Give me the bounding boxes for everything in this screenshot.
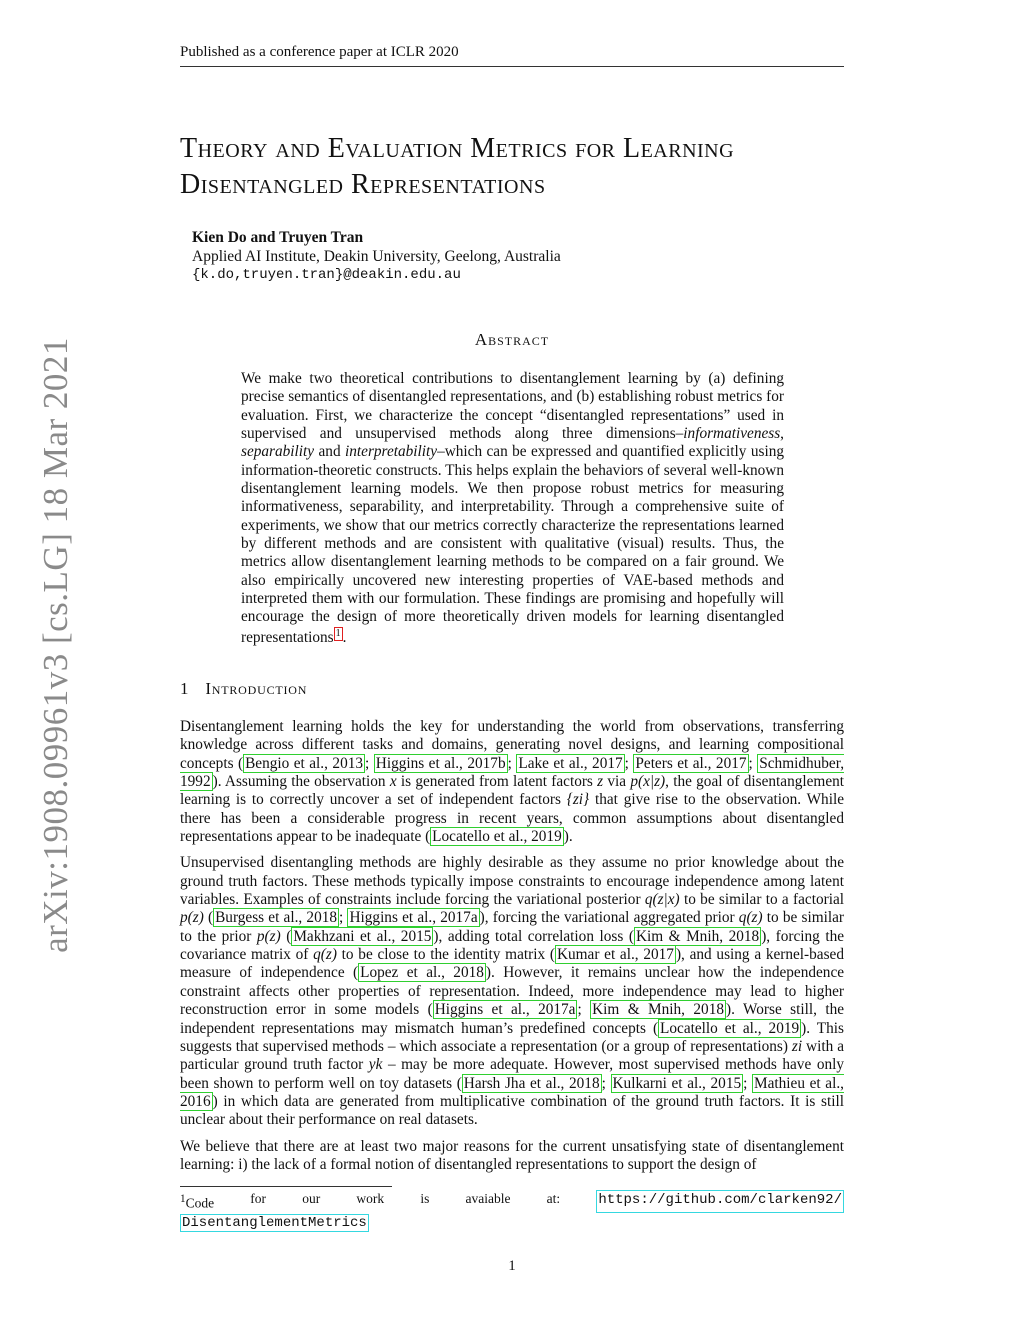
footnote-rule (180, 1186, 392, 1187)
citation-link[interactable]: Schmidhuber, 1992 (180, 754, 845, 791)
footnote-link[interactable]: 1 (335, 627, 341, 639)
citation-link[interactable]: Locatello et al., 2019 (660, 1019, 800, 1037)
citation-link[interactable]: Higgins et al., 2017a (434, 1001, 576, 1019)
author-email[interactable]: {k.do,truyen.tran}@deakin.edu.au (192, 267, 461, 283)
citation-link[interactable]: Burgess et al., 2018 (215, 909, 338, 927)
paragraph-3: We believe that there are at least two major reasons for the current unsatisfying state of disentanglement learning: i) the lack of a formal notion of disentangled representations to support the design of (180, 1137, 844, 1173)
section-heading-introduction: 1 Introduction (180, 679, 308, 698)
title-line-2: Disentangled Representations (180, 169, 546, 200)
citation-link[interactable]: Kim & Mnih, 2018 (635, 927, 760, 945)
citation-link[interactable]: Locatello et al., 2019 (432, 828, 562, 846)
affiliation: Applied AI Institute, Deakin University, Geelong, Australia (192, 248, 561, 265)
code-url-link[interactable]: https://github.com/clarken92/ (596, 1190, 844, 1213)
citation-link[interactable]: Makhzani et al., 2015 (293, 927, 432, 945)
footnote: $^1$Code for our work is avaiable at: https://github.com/clarken92/ DisentanglementMetrics (180, 1191, 842, 1231)
citation-link[interactable]: Lopez et al., 2018 (360, 964, 484, 982)
citation-link[interactable]: Harsh Jha et al., 2018 (463, 1074, 600, 1092)
paragraph-2: Unsupervised disentangling methods are highly desirable as they assume no prior knowledge about the ground truth factors. These methods typically impose constraints to encourage independence among latent variables. Examples of constraints include forcing the variational posterior q(z|x) to be similar to a factorial p(z) ( Burgess et al., 2018 ; Higgins et al., 2017a ), forcing the variational aggregated prior q(z) to be similar to the prior p(z) ( Makhzani et al., 2015 ), adding total correlation loss ( Kim & Mnih, 2018 ), forcing the covariance matrix of q(z) to be close to the identity matrix ( Kumar et al., 2017 ), and using a kernel-based measure of independence ( Lopez et al., 2018 ). However, it remains unclear how the independence constraint affects other properties of representation. Indeed, more independence may lead to higher reconstruction error in some models ( Higgins et al., 2017a ; Kim & Mnih, 2018 ). Worse still, the independent representations may mismatch human’s predefined concepts ( Locatello et al., 2019 ). This suggests that supervised methods – which associate a representation (or a group of representations) zi with a particular ground truth factor yk – may be more adequate. However, most supervised methods have only been shown to perform well on toy datasets ( Harsh Jha et al., 2018 ; Kulkarni et al., 2015 ; Mathieu et al., 2016 ) in which data are generated from multiplicative combination of the ground truth factors. It is still unclear about their performance on real datasets. (180, 854, 845, 1129)
introduction-body (180, 718, 844, 1182)
abstract-heading: Abstract (474, 330, 550, 349)
citation-link[interactable]: Kumar et al., 2017 (556, 946, 674, 964)
citation-link[interactable]: Peters et al., 2017 (635, 754, 747, 772)
citation-link[interactable]: Bengio et al., 2013 (245, 754, 364, 772)
citation-link[interactable]: Kim & Mnih, 2018 (592, 1001, 724, 1019)
abstract-body: We make two theoretical contributions to disentanglement learning by (a) defining precise semantics of disentangled representations, and (b) establishing robust metrics for evaluation. First, we characterize the concept “disentangled representations” used in supervised and unsupervised methods along three dimensions–informativeness, separability and interpretability–which can be expressed and quantified explicitly using information-theoretic constructs. This helps explain the behaviors of several well-known disentanglement learning models. We then propose robust metrics for measuring informativeness, separability, and interpretability. Through a comprehensive suite of experiments, we show that our metrics correctly characterize the representations learned by different methods and are consistent with qualitative (visual) results. Thus, the metrics allow disentanglement learning methods to be compared on a fair ground. We also empirically uncovered new interesting properties of VAE-based methods and interpreted them with our formulation. These findings are promising and hopefully will encourage the design of more theoretically driven models for learning disentangled representations 1 . (241, 370, 784, 646)
page-number: 1 (508, 1258, 516, 1274)
title-line-1: Theory and Evaluation Metrics for Learning (180, 133, 735, 164)
paragraph-1: Disentanglement learning holds the key for understanding the world from observations, transferring knowledge across different tasks and domains, generating novel designs, and learning compositional concepts ( Bengio et al., 2013 ; Higgins et al., 2017b ; Lake et al., 2017 ; Peters et al., 2017 ; Schmidhuber, 1992 ). Assuming the observation x is generated from latent factors z via p(x|z), the goal of disentanglement learning is to correctly uncover a set of independent factors {zi} that give rise to the observation. While there has been a considerable progress in recent years, common assumptions about disentangled representations appear to be inadequate ( Locatello et al., 2019 ). (180, 718, 845, 846)
citation-link[interactable]: Higgins et al., 2017b (375, 754, 506, 772)
citation-link[interactable]: Mathieu et al., 2016 (180, 1074, 844, 1110)
paper-title (180, 131, 880, 203)
author-block (192, 228, 561, 285)
citation-link[interactable]: Higgins et al., 2017a (349, 909, 478, 927)
code-url-link-continued[interactable]: DisentanglementMetrics (182, 1214, 367, 1231)
citation-link[interactable]: Kulkarni et al., 2015 (612, 1074, 742, 1092)
arxiv-stamp: arXiv:1908.09961v3 [cs.LG] 18 Mar 2021 (36, 337, 75, 953)
running-header: Published as a conference paper at ICLR 2020 (180, 44, 844, 67)
author-names: Kien Do and Truyen Tran (192, 229, 364, 246)
citation-link[interactable]: Lake et al., 2017 (518, 754, 623, 772)
